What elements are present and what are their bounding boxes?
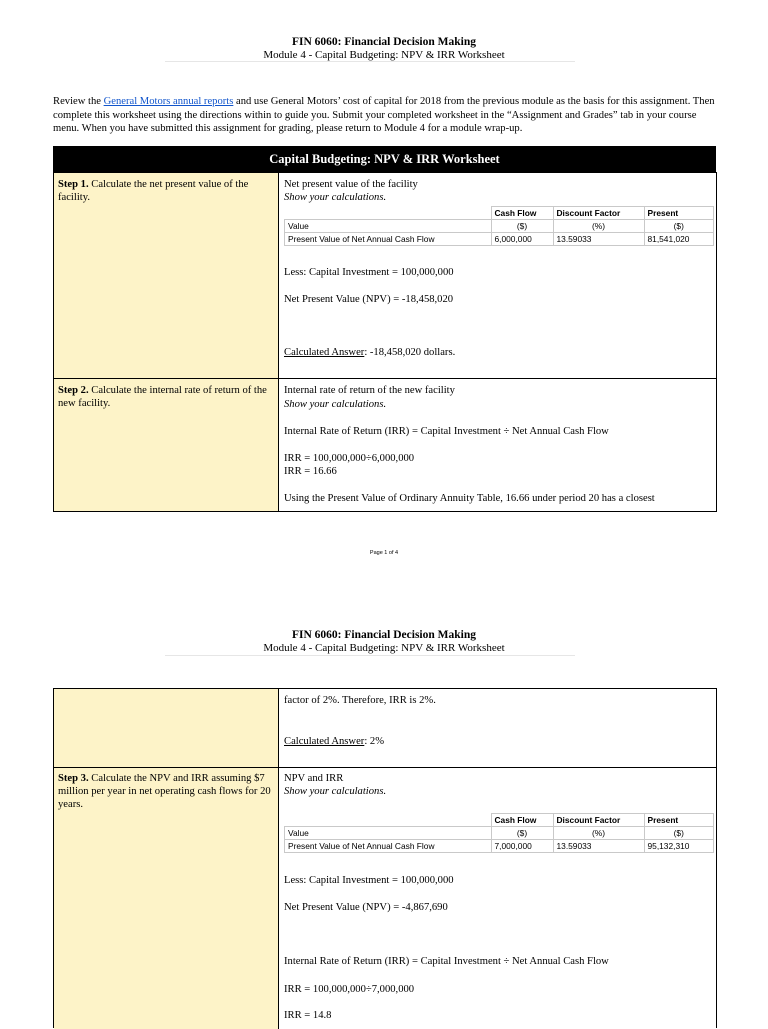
unit-present: ($) [644, 827, 714, 840]
step2-irr-result: IRR = 16.66 [284, 466, 337, 477]
step1-text: Calculate the net present value of the facility. [58, 179, 249, 203]
step2-irr-calc: IRR = 100,000,000÷6,000,000 [284, 453, 415, 464]
step3-calc-table [284, 813, 714, 853]
row-divider [54, 378, 716, 379]
step1-npv: Net Present Value (NPV) = -18,458,020 [284, 294, 454, 305]
document-title: FIN 6060: Financial Decision Making [291, 36, 476, 48]
step3-formula: Internal Rate of Return (IRR) = Capital Investment ÷ Net Annual Cash Flow [284, 956, 609, 967]
document-title-page2: FIN 6060: Financial Decision Making [291, 629, 476, 641]
units-label: Value [285, 827, 492, 840]
header-divider-page2 [165, 655, 575, 656]
present-value: 95,132,310 [644, 840, 714, 853]
step1-heading: Net present value of the facility [284, 179, 418, 190]
table-header-row [285, 814, 714, 827]
step3-irr-calc: IRR = 100,000,000÷7,000,000 [284, 984, 415, 995]
step2-answer [284, 735, 709, 748]
table-row [285, 840, 714, 853]
cash-flow-value: 7,000,000 [491, 840, 553, 853]
worksheet-table-page1 [53, 172, 717, 512]
discount-factor-value: 13.59033 [553, 840, 644, 853]
worksheet-title: Capital Budgeting: NPV & IRR Worksheet [53, 146, 716, 172]
step2-formula: Internal Rate of Return (IRR) = Capital Investment ÷ Net Annual Cash Flow [284, 426, 609, 437]
step3-irr-result: IRR = 14.8 [284, 1010, 332, 1021]
answer-label: Calculated Answer [284, 736, 365, 747]
document-subtitle: Module 4 - Capital Budgeting: NPV & IRR Worksheet [263, 49, 505, 61]
intro-paragraph [53, 95, 717, 136]
cash-flow-value: 6,000,000 [491, 233, 553, 246]
unit-discount-factor: (%) [553, 827, 644, 840]
step3-label: Step 3. [58, 773, 89, 784]
intro-text-rest: and use General Motors’ cost of capital for 2018 from the previous module as the basis for this assignment. Then complete this worksheet using the directions within to guide you. Submit your completed worksheet in the “Assignment and Grades” tab in your course menu. When you have submitted this assignment for grading, please return to Module 4 for a module wrap-up. [53, 96, 715, 134]
col-present: Present [644, 814, 714, 827]
table-header-row [285, 207, 714, 220]
gm-annual-reports-link[interactable]: General Motors annual reports [103, 96, 234, 107]
step3-less-investment: Less: Capital Investment = 100,000,000 [284, 875, 454, 886]
step1-answer [284, 346, 709, 359]
document-subtitle-page2: Module 4 - Capital Budgeting: NPV & IRR Worksheet [263, 642, 505, 654]
step2-label: Step 2. [58, 385, 89, 396]
step2-annuity-note: Using the Present Value of Ordinary Annuity Table, 16.66 under period 20 has a closest [284, 493, 655, 504]
row-divider-page2 [54, 767, 716, 768]
step1-less-investment: Less: Capital Investment = 100,000,000 [284, 267, 454, 278]
row-label: Present Value of Net Annual Cash Flow [285, 233, 492, 246]
worksheet-table-page2 [53, 688, 717, 1028]
step3-show-calc: Show your calculations. [284, 786, 387, 797]
step3-instruction [58, 772, 276, 811]
col-cash-flow: Cash Flow [491, 207, 553, 220]
row-label: Present Value of Net Annual Cash Flow [285, 840, 492, 853]
present-value: 81,541,020 [644, 233, 714, 246]
step1-label: Step 1. [58, 179, 89, 190]
step2-text: Calculate the internal rate of return of the new facility. [58, 385, 267, 409]
step1-calc-table [284, 206, 714, 246]
step-column-page2 [54, 689, 279, 1029]
step3-heading: NPV and IRR [284, 773, 344, 784]
step3-text: Calculate the NPV and IRR assuming $7 million per year in net operating cash flows for 20 years. [58, 773, 271, 810]
step1-instruction [58, 178, 274, 204]
page-number: Page 1 of 4 [369, 550, 399, 556]
unit-cash-flow: ($) [491, 827, 553, 840]
unit-discount-factor: (%) [553, 220, 644, 233]
answer-value: : 2% [364, 736, 385, 747]
table-units-row [285, 827, 714, 840]
table-row [285, 233, 714, 246]
units-label: Value [285, 220, 492, 233]
step-column [54, 173, 279, 511]
unit-present: ($) [644, 220, 714, 233]
step2-heading: Internal rate of return of the new facility [284, 385, 455, 396]
col-discount-factor: Discount Factor [553, 814, 644, 827]
discount-factor-value: 13.59033 [553, 233, 644, 246]
col-cash-flow: Cash Flow [491, 814, 553, 827]
header-divider [165, 61, 575, 62]
answer-label: Calculated Answer [284, 347, 365, 358]
intro-text-start: Review the [53, 96, 104, 107]
step2-show-calc: Show your calculations. [284, 399, 387, 410]
table-units-row [285, 220, 714, 233]
step2-instruction [58, 384, 274, 410]
step3-npv: Net Present Value (NPV) = -4,867,690 [284, 902, 448, 913]
unit-cash-flow: ($) [491, 220, 553, 233]
col-discount-factor: Discount Factor [553, 207, 644, 220]
step2-continued: factor of 2%. Therefore, IRR is 2%. [284, 695, 436, 706]
col-present: Present [644, 207, 714, 220]
answer-value: : -18,458,020 dollars. [364, 347, 456, 358]
step1-show-calc: Show your calculations. [284, 192, 387, 203]
